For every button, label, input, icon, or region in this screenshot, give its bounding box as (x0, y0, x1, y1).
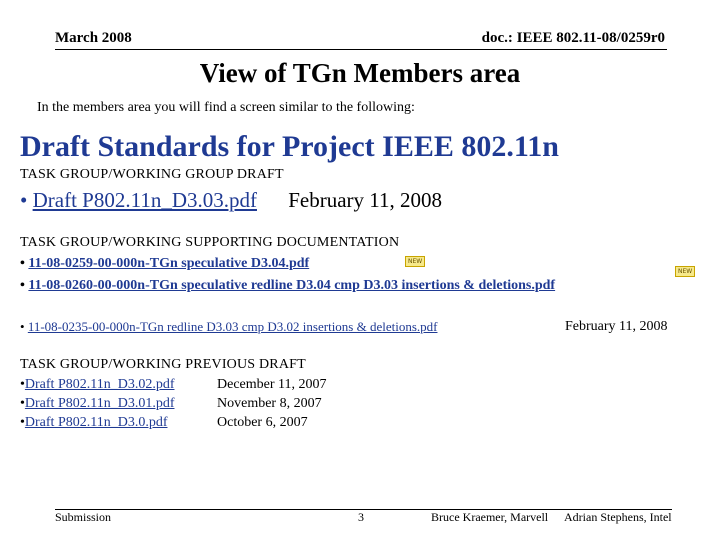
supporting-row-2 (20, 278, 555, 294)
new-badge-1: NEW (405, 256, 425, 267)
previous-link-2[interactable]: Draft P802.11n_D3.01.pdf (24, 396, 175, 411)
draft-section-label: TASK GROUP/WORKING GROUP DRAFT (20, 167, 284, 182)
draft-date: February 11, 2008 (288, 188, 443, 212)
bullet: • (20, 415, 25, 430)
previous-link-3[interactable]: Draft P802.11n_D3.0.pdf (24, 415, 168, 430)
page-heading: Draft Standards for Project IEEE 802.11n (20, 130, 559, 163)
new-badge-2: NEW (675, 266, 695, 277)
footer-author-2: Adrian Stephens, Intel (564, 510, 672, 524)
bullet: • (20, 396, 25, 411)
supporting-link-2[interactable]: 11-08-0260-00-000n-TGn speculative redline D3.04 cmp D3.03 insertions & deletions.pdf (28, 278, 556, 293)
previous-section-label: TASK GROUP/WORKING PREVIOUS DRAFT (20, 357, 306, 372)
previous-date-1: December 11, 2007 (217, 377, 327, 392)
bullet: • (20, 319, 25, 334)
previous-row-3 (20, 415, 167, 431)
supporting-row-1 (20, 256, 309, 272)
header-doc-id: doc.: IEEE 802.11-08/0259r0 (481, 30, 665, 46)
draft-link[interactable]: Draft P802.11n_D3.03.pdf (32, 188, 257, 212)
bullet: • (20, 278, 25, 293)
previous-row-2 (20, 396, 174, 412)
bullet: • (20, 377, 25, 392)
supporting-date-3: February 11, 2008 (565, 319, 668, 334)
previous-date-3: October 6, 2007 (217, 415, 308, 430)
footer-page-number: 3 (358, 510, 364, 524)
previous-date-2: November 8, 2007 (217, 396, 322, 411)
bullet: • (20, 256, 25, 271)
footer-submission: Submission (55, 510, 112, 524)
intro-text: In the members area you will find a screen similar to the following: (37, 100, 415, 115)
supporting-link-1[interactable]: 11-08-0259-00-000n-TGn speculative D3.04.pdf (28, 256, 310, 271)
supporting-link-3[interactable]: 11-08-0235-00-000n-TGn redline D3.03 cmp D3.02 insertions & deletions.pdf (27, 319, 438, 334)
draft-row (20, 188, 442, 213)
header-rule (55, 49, 667, 50)
slide-title: View of TGn Members area (199, 58, 521, 88)
supporting-section-label: TASK GROUP/WORKING SUPPORTING DOCUMENTATION (20, 235, 400, 250)
footer-author-1: Bruce Kraemer, Marvell (431, 510, 549, 524)
previous-row-1 (20, 377, 174, 393)
bullet: • (20, 188, 28, 212)
header-date: March 2008 (55, 30, 132, 46)
previous-link-1[interactable]: Draft P802.11n_D3.02.pdf (24, 377, 175, 392)
supporting-row-3 (20, 319, 437, 335)
